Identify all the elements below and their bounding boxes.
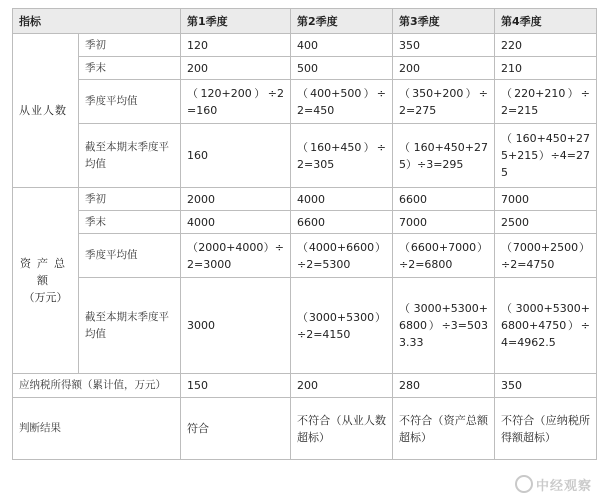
group-assets [13,188,79,374]
header-q3: 第3季度 [393,9,495,34]
table-row [13,398,597,460]
cell-q1: 2000 [181,188,291,211]
cell-q1: 150 [181,374,291,398]
cell-q4: 350 [495,374,597,398]
row-label-judgement: 判断结果 [13,398,181,460]
row-label: 季末 [79,211,181,234]
cell-q1: （2000+4000）÷2=3000 [181,234,291,278]
cell-q3: 350 [393,34,495,57]
cell-q4: 不符合（应纳税所得额超标） [495,398,597,460]
cell-q4: 2500 [495,211,597,234]
row-label: 截至本期末季度平均值 [79,124,181,188]
header-q2: 第2季度 [291,9,393,34]
cell-q2: （3000+5300）÷2=4150 [291,278,393,374]
table-row [13,34,597,57]
cell-q1: 4000 [181,211,291,234]
row-label: 季初 [79,188,181,211]
cell-q2: 4000 [291,188,393,211]
cell-q1: 符合 [181,398,291,460]
cell-q2: 200 [291,374,393,398]
cell-q2: （400+500）÷2=450 [291,80,393,124]
cell-q1: （120+200）÷2=160 [181,80,291,124]
cell-q1: 120 [181,34,291,57]
cell-q1: 3000 [181,278,291,374]
cell-q4: （160+450+275+215）÷4=275 [495,124,597,188]
cell-q3: 7000 [393,211,495,234]
table-row [13,188,597,211]
cell-q4: 220 [495,34,597,57]
row-label: 季末 [79,57,181,80]
table-row [13,234,597,278]
table-row [13,374,597,398]
cell-q1: 160 [181,124,291,188]
cell-q3: 200 [393,57,495,80]
cell-q3: 6600 [393,188,495,211]
cell-q3: （350+200）÷2=275 [393,80,495,124]
table-row [13,124,597,188]
group-assets-label: 资产总额 [20,257,71,287]
group-employees: 从业人数 [13,34,79,188]
cell-q1: 200 [181,57,291,80]
cell-q2: 500 [291,57,393,80]
table-row [13,278,597,374]
cell-q3: （160+450+275）÷3=295 [393,124,495,188]
header-q1: 第1季度 [181,9,291,34]
watermark-logo-icon [515,475,533,493]
row-label: 季度平均值 [79,80,181,124]
row-label: 季度平均值 [79,234,181,278]
header-q4: 第4季度 [495,9,597,34]
table-row [13,211,597,234]
cell-q4: （220+210）÷2=215 [495,80,597,124]
cell-q4: （7000+2500）÷2=4750 [495,234,597,278]
table-row [13,57,597,80]
row-label: 截至本期末季度平均值 [79,278,181,374]
tax-calculation-table [12,8,597,460]
cell-q3: （6600+7000）÷2=6800 [393,234,495,278]
cell-q2: 6600 [291,211,393,234]
cell-q4: 210 [495,57,597,80]
cell-q2: 不符合（从业人数超标） [291,398,393,460]
cell-q3: 280 [393,374,495,398]
cell-q2: 400 [291,34,393,57]
watermark-text: 中经观察 [535,479,592,494]
cell-q2: （4000+6600）÷2=5300 [291,234,393,278]
table-row [13,80,597,124]
watermark [515,475,592,494]
cell-q3: （3000+5300+6800）÷3=5033.33 [393,278,495,374]
group-assets-unit: （万元） [23,291,68,304]
row-label: 季初 [79,34,181,57]
row-label-tax: 应纳税所得额（累计值，万元） [13,374,181,398]
cell-q4: 7000 [495,188,597,211]
cell-q3: 不符合（资产总额超标） [393,398,495,460]
cell-q2: （160+450）÷2=305 [291,124,393,188]
header-indicator: 指标 [13,9,181,34]
header-row [13,9,597,34]
cell-q4: （3000+5300+6800+4750）÷4=4962.5 [495,278,597,374]
